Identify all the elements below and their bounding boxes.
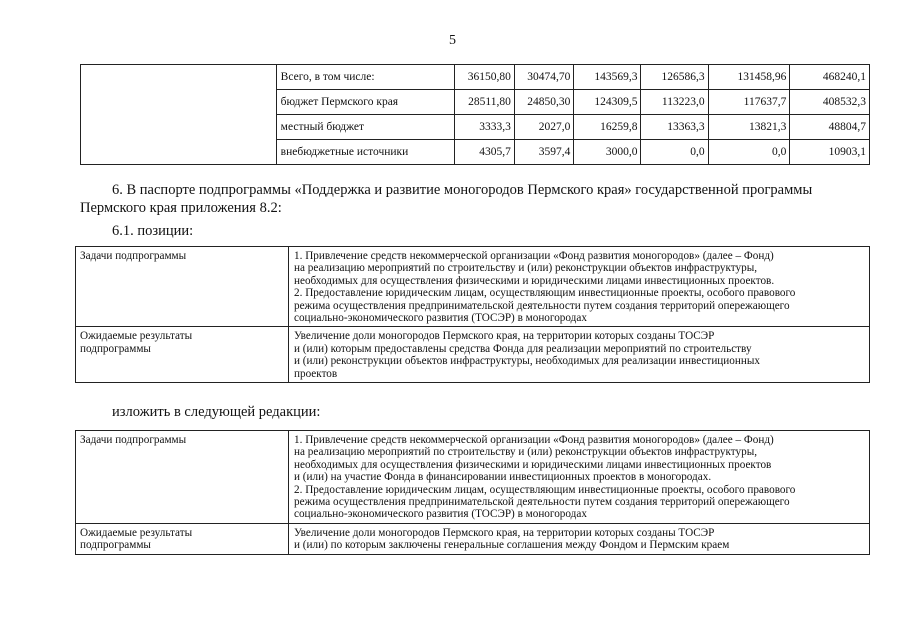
row-label: бюджет Пермского края: [276, 90, 455, 115]
text-line: 2. Предоставление юридическим лицам, осуществляющим инвестиционные проекты, особого правового: [294, 287, 796, 300]
row-label: внебюджетные источники: [276, 140, 455, 165]
page-number: 5: [449, 33, 456, 48]
text-line: социально-экономического развития (ТОСЭР) в моногородах: [294, 508, 587, 521]
table-row: [76, 523, 870, 554]
text-line: необходимых для осуществления физическими и юридическими лицами инвестиционных проектов.: [294, 274, 775, 287]
value-cell: 3597,4: [514, 140, 573, 165]
value-cell: 117637,7: [708, 90, 790, 115]
text-line: Ожидаемые результаты: [80, 526, 193, 539]
value-cell: 408532,3: [790, 90, 870, 115]
text-line: подпрограммы: [80, 539, 151, 552]
financing-table: [80, 64, 870, 165]
value-cell: 28511,80: [455, 90, 514, 115]
old-passport-table: [75, 246, 870, 383]
paragraph-6: 6. В паспорте подпрограммы «Поддержка и развитие моногородов Пермского края» государственной программы Пермского края приложения 8.2:: [80, 182, 813, 216]
value-cell: 48804,7: [790, 115, 870, 140]
value-cell: 3000,0: [574, 140, 641, 165]
text-line: Увеличение доли моногородов Пермского края, на территории которых созданы ТОСЭР: [294, 526, 715, 539]
text-line: 1. Привлечение средств некоммерческой организации «Фонд развития моногородов» (далее – Фонд): [294, 434, 774, 446]
table-row: [76, 431, 870, 524]
value-cell: 30474,70: [514, 65, 573, 90]
value-cell: 13821,3: [708, 115, 790, 140]
value-cell: 36150,80: [455, 65, 514, 90]
value-cell: 13363,3: [641, 115, 708, 140]
tasks-label-text: Задачи подпрограммы: [80, 434, 187, 446]
value-cell: 0,0: [641, 140, 708, 165]
text-line: режима осуществления предпринимательской деятельности путем создания территорий опережающего: [294, 299, 790, 312]
tasks-label: [76, 247, 289, 327]
text-line: режима осуществления предпринимательской деятельности путем создания территорий опережающего: [294, 496, 790, 509]
text-line: проектов: [294, 367, 338, 380]
value-cell: 3333,3: [455, 115, 514, 140]
value-cell: 113223,0: [641, 90, 708, 115]
text-line: необходимых для осуществления физическими и юридическими лицами инвестиционных проектов: [294, 458, 772, 471]
text-line: подпрограммы: [80, 342, 151, 355]
value-cell: 2027,0: [514, 115, 573, 140]
table-row: [81, 65, 870, 90]
value-cell: 10903,1: [790, 140, 870, 165]
paragraph-6-1: 6.1. позиции:: [112, 223, 194, 239]
tasks-text: [289, 247, 870, 327]
tasks-text: [289, 431, 870, 524]
value-cell: 0,0: [708, 140, 790, 165]
text-line: на реализацию мероприятий по строительству и (или) реконструкции объектов инфраструктуры,: [294, 446, 758, 459]
results-text: [289, 523, 870, 554]
text-line: 1. Привлечение средств некоммерческой организации «Фонд развития моногородов» (далее – Фонд): [294, 250, 774, 262]
table-row: [76, 247, 870, 327]
text-line: социально-экономического развития (ТОСЭР) в моногородах: [294, 312, 587, 325]
text-line: и (или) которым предоставлены средства Фонда для реализации мероприятий по строительству: [294, 342, 752, 355]
row-label: местный бюджет: [276, 115, 455, 140]
text-line: и (или) реконструкции объектов инфраструктуры, необходимых для реализации инвестиционных: [294, 355, 760, 368]
value-cell: 143569,3: [574, 65, 641, 90]
text-line: на реализацию мероприятий по строительству и (или) реконструкции объектов инфраструктуры,: [294, 262, 758, 275]
value-cell: 24850,30: [514, 90, 573, 115]
row-label: Всего, в том числе:: [276, 65, 455, 90]
text-line: Увеличение доли моногородов Пермского края, на территории которых созданы ТОСЭР: [294, 330, 715, 343]
value-cell: 131458,96: [708, 65, 790, 90]
value-cell: 468240,1: [790, 65, 870, 90]
empty-cell: [81, 65, 277, 165]
tasks-label: [76, 431, 289, 524]
tasks-label-text: Задачи подпрограммы: [80, 250, 187, 262]
text-line: и (или) на участие Фонда в финансировании инвестиционных проектов в моногородах.: [294, 471, 712, 484]
value-cell: 124309,5: [574, 90, 641, 115]
text-line: Ожидаемые результаты: [80, 330, 193, 343]
text-line: и (или) по которым заключены генеральные соглашения между Фондом и Пермским краем: [294, 539, 730, 552]
text-line: 2. Предоставление юридическим лицам, осуществляющим инвестиционные проекты, особого правового: [294, 483, 796, 496]
new-passport-table: [75, 430, 870, 555]
results-text: [289, 327, 870, 383]
paragraph-new-edition: изложить в следующей редакции:: [112, 404, 321, 420]
value-cell: 126586,3: [641, 65, 708, 90]
value-cell: 4305,7: [455, 140, 514, 165]
table-row: [76, 327, 870, 383]
results-label: [76, 523, 289, 554]
results-label: [76, 327, 289, 383]
value-cell: 16259,8: [574, 115, 641, 140]
